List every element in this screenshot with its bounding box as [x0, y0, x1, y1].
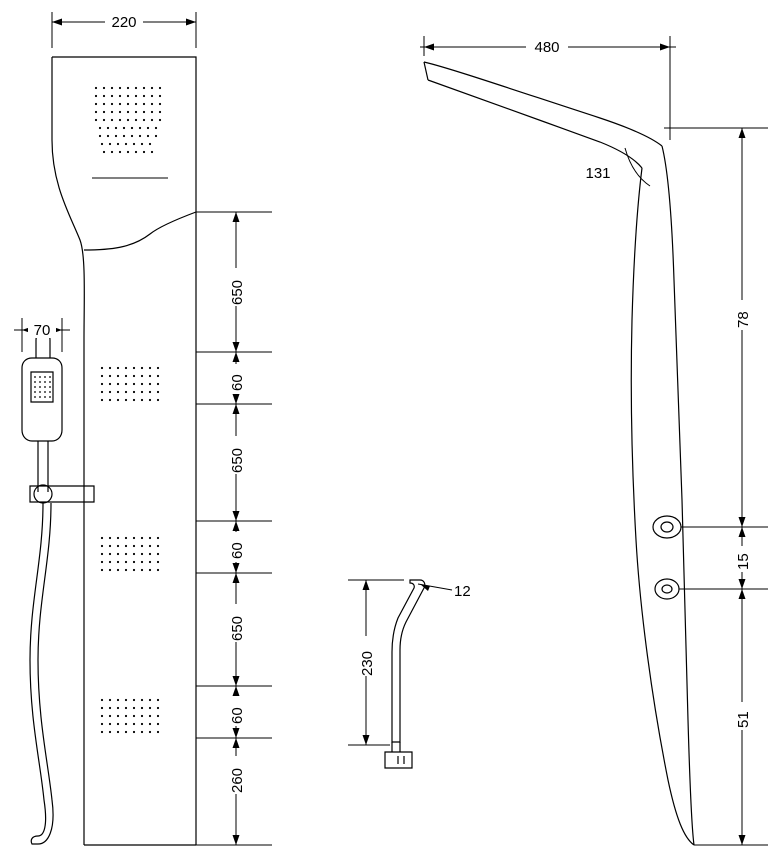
dim-front-seg-1-text: 650 — [229, 279, 246, 305]
dim-side-angle-text: 131 — [585, 165, 611, 182]
handset-holder-ring — [34, 485, 52, 503]
front-nozzle-field-jet-3 — [101, 699, 159, 733]
dimension-front-width — [52, 12, 196, 48]
front-nozzle-field-jet-2 — [101, 537, 159, 571]
dim-handset-width-text: 70 — [33, 322, 51, 339]
side-view — [424, 62, 694, 845]
front-view — [52, 57, 196, 845]
dim-front-width-text: 220 — [111, 14, 137, 31]
dim-side-gap-text: 15 — [735, 553, 752, 570]
dimension-side-depth — [420, 36, 676, 140]
front-nozzle-field-jet-1 — [101, 367, 159, 401]
side-body-front — [631, 168, 694, 845]
side-outlet-upper-inner — [661, 522, 673, 532]
dim-side-height-bottom-text: 51 — [735, 711, 752, 728]
dimension-front-vertical-chain — [196, 212, 272, 845]
dim-front-seg-7-text: 260 — [229, 767, 246, 793]
handset-hose-end — [31, 836, 38, 844]
front-panel-shoulder — [84, 212, 196, 250]
front-nozzle-field-top — [95, 87, 161, 153]
side-arm-upper — [424, 62, 662, 146]
dim-handset-length-text: 230 — [359, 650, 376, 676]
dimension-handset-width — [14, 318, 70, 352]
handset-side-base-ribs — [398, 756, 404, 764]
dimension-handset-thickness — [418, 583, 471, 600]
handset-side-view — [385, 580, 425, 768]
dim-front-seg-2-text: 60 — [229, 374, 246, 391]
side-outlet-lower-inner — [662, 585, 672, 593]
dim-side-height-top-text: 78 — [735, 311, 752, 328]
side-body-back — [662, 146, 694, 845]
front-panel-right-edge — [52, 57, 196, 845]
handset-side-body — [392, 580, 425, 742]
front-panel-left-edge — [52, 57, 84, 845]
dim-front-seg-6-text: 60 — [229, 707, 246, 724]
dimension-handset-length — [348, 580, 404, 745]
dim-front-seg-3-text: 650 — [229, 447, 246, 473]
dim-front-seg-4-text: 60 — [229, 542, 246, 559]
dim-front-seg-5-text: 650 — [229, 615, 246, 641]
side-outlet-upper — [653, 516, 681, 538]
handset-front-assembly — [22, 332, 94, 844]
side-arm-lower — [428, 80, 642, 168]
handset-head — [22, 358, 62, 441]
dimension-side-verticals — [664, 128, 768, 845]
dim-side-depth-text: 480 — [534, 39, 560, 56]
dim-handset-thickness-text: 12 — [454, 583, 471, 600]
side-arm-tip — [424, 62, 428, 80]
handset-head-nozzles — [34, 376, 51, 398]
side-outlet-lower — [655, 579, 679, 599]
